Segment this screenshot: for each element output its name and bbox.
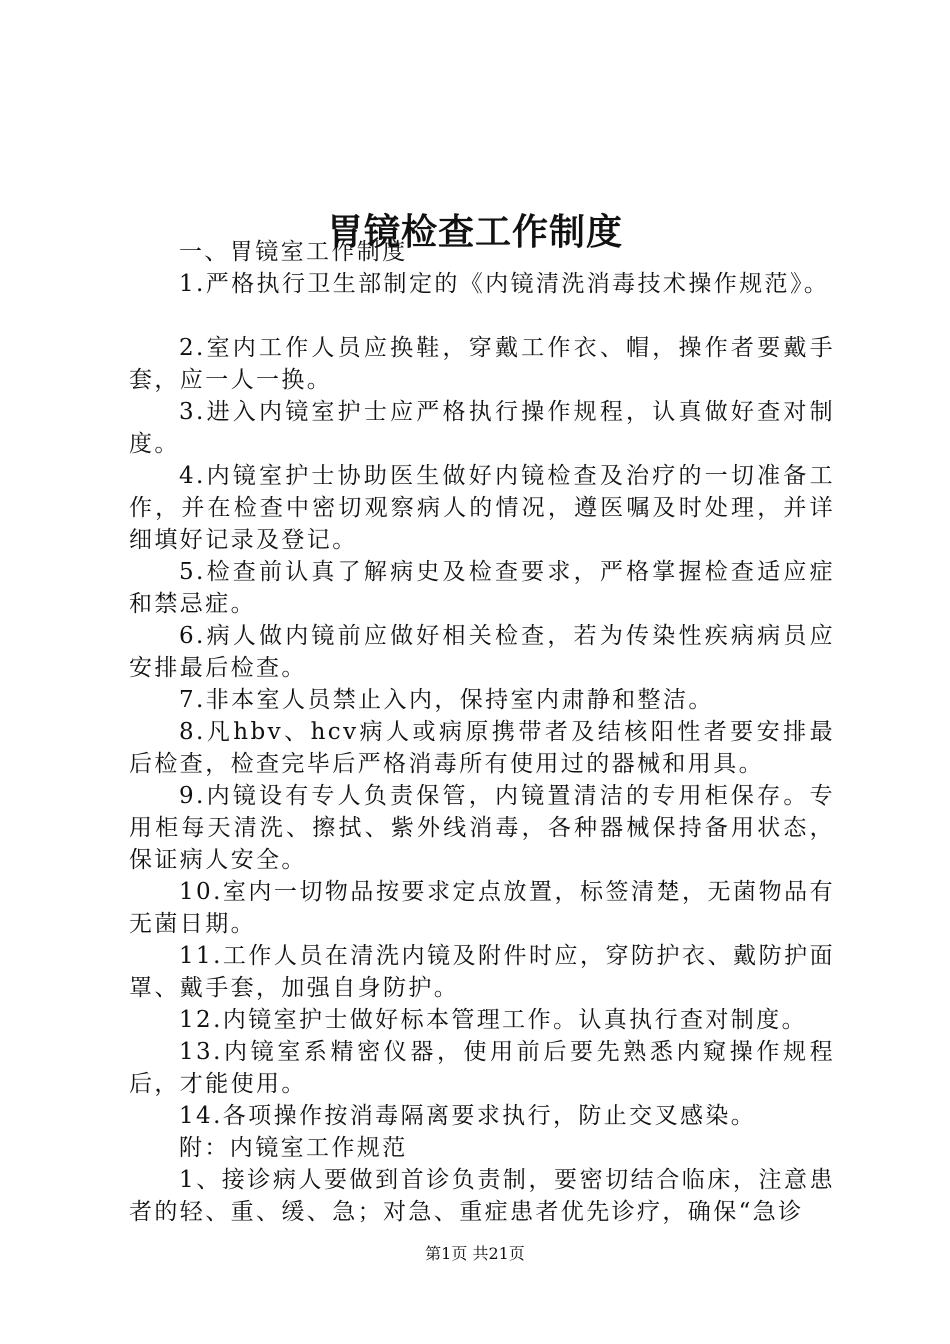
section-heading: 一、胃镜室工作制度 (179, 239, 408, 265)
paragraph: 7.非本室人员禁止入内，保持室内肃静和整洁。 (179, 687, 714, 713)
page-footer: 第1页 共21页 (425, 1244, 525, 1263)
paragraph: 1.严格执行卫生部制定的《内镜清洗消毒技术操作规范》。 (179, 271, 830, 297)
paragraph: 8.凡hbv、hcv病人或病原携带者及结核阳性者要安排最后检查，检查完毕后严格消毒所有使用过的器械和用具。 (129, 719, 835, 777)
paragraph: 6.病人做内镜前应做好相关检查，若为传染性疾病病员应安排最后检查。 (129, 623, 835, 681)
paragraph: 12.内镜室护士做好标本管理工作。认真执行查对制度。 (179, 1007, 807, 1033)
appendix-heading: 附：内镜室工作规范 (179, 1135, 408, 1161)
paragraph: 5.检查前认真了解病史及检查要求，严格掌握检查适应症和禁忌症。 (129, 559, 835, 617)
paragraph: 11.工作人员在清洗内镜及附件时应，穿防护衣、戴防护面罩、戴手套，加强自身防护。 (129, 943, 835, 1001)
paragraph: 10.室内一切物品按要求定点放置，标签清楚，无菌物品有无菌日期。 (129, 879, 835, 937)
paragraph: 13.内镜室系精密仪器，使用前后要先熟悉内窥操作规程后，才能使用。 (129, 1039, 835, 1097)
paragraph: 4.内镜室护士协助医生做好内镜检查及治疗的一切准备工作，并在检查中密切观察病人的情况，遵医嘱及时处理，并详细填好记录及登记。 (129, 463, 835, 553)
paragraph: 3.进入内镜室护士应严格执行操作规程，认真做好查对制度。 (129, 399, 835, 457)
paragraph: 1、接诊病人要做到首诊负责制，要密切结合临床，注意患者的轻、重、缓、急；对急、重症患者优先诊疗，确保“急诊 (129, 1167, 835, 1225)
document-body (129, 236, 835, 1228)
paragraph: 2.室内工作人员应换鞋，穿戴工作衣、帽，操作者要戴手套，应一人一换。 (129, 335, 835, 393)
paragraph: 9.内镜设有专人负责保管，内镜置清洁的专用柜保存。专用柜每天清洗、擦拭、紫外线消毒，各种器械保持备用状态，保证病人安全。 (129, 783, 835, 873)
document-title: 胃镜检查工作制度 (326, 211, 623, 254)
paragraph: 14.各项操作按消毒隔离要求执行，防止交叉感染。 (179, 1103, 757, 1129)
